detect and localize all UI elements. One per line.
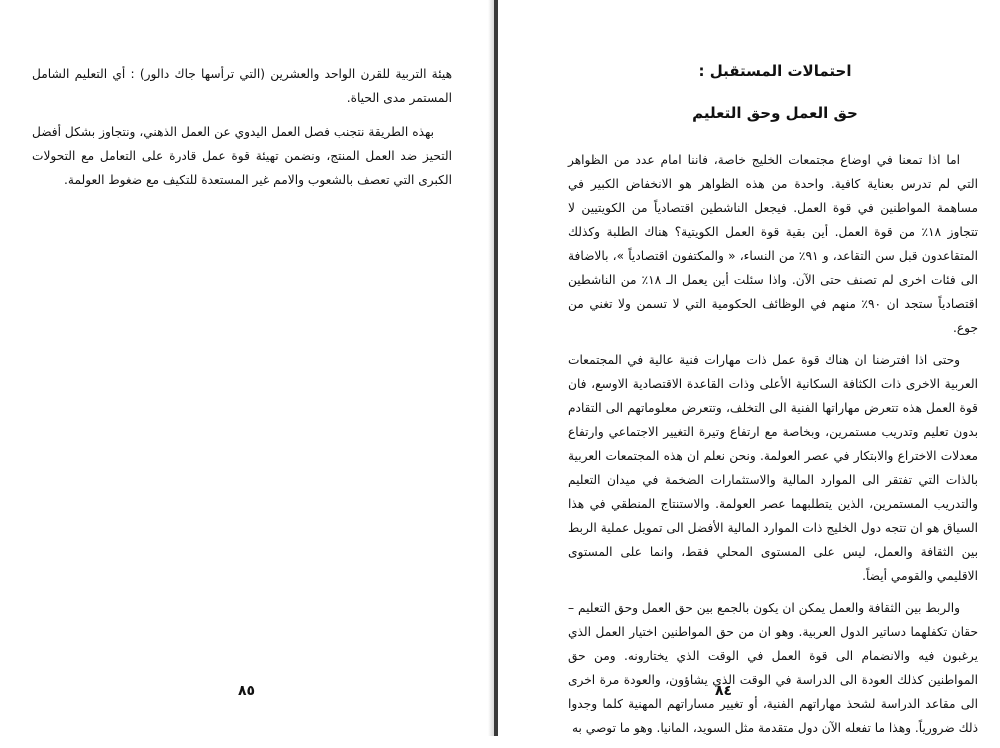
- left-page-body: [32, 62, 452, 202]
- left-paragraph-2: بهذه الطريقة نتجنب فصل العمل اليدوي عن العمل الذهني، ونتجاوز بشكل أفضل التحيز ضد العمل المنتج، ونضمن تهيئة قوة عمل قادرة على التعامل مع التحولات الكبرى التي تعصف بالشعوب والامم غير المستعدة للتكيف مع ضغوط العولمة.: [32, 125, 452, 187]
- right-page: [500, 0, 1000, 736]
- left-page-number: ٨٥: [238, 683, 256, 699]
- book-gutter: [494, 0, 498, 736]
- right-paragraph-1: اما اذا تمعنا في اوضاع مجتمعات الخليج خاصة، فاننا امام عدد من الظواهر التي لم تدرس بعناية كافية. واحدة من هذه الظواهر هو الانخفاض الكبير في مساهمة المواطنين في قوة العمل. فيجعل الناشطين اقتصادياً من الكويتيين لا تتجاوز ١٨٪ من قوة العمل. أين بقية قوة العمل الكويتية؟ هناك الطلبة وكذلك المتقاعدون قبل سن التقاعد، و ٩١٪ من النساء، « والمكتفون اقتصادياً »، بالاضافة الى فئات اخرى لم تصنف حتى الآن. واذا سئلت أين يعمل الـ ١٨٪ من الناشطين اقتصادياً ستجد ان ٩٠٪ منهم في الوظائف الحكومية التي لا تسمن ولا تغني من جوع.: [568, 153, 979, 335]
- section-subtitle: حق العمل وحق التعليم: [692, 104, 858, 122]
- left-page: [0, 0, 495, 736]
- right-page-body: [568, 148, 978, 748]
- right-paragraph-2: وحتى اذا افترضنا ان هناك قوة عمل ذات مهارات فنية عالية في المجتمعات العربية الاخرى ذات الكثافة السكانية الأعلى وذات القاعدة الاقتصادية الاوسع، فان قوة العمل هذه تتعرض مهاراتها الفنية الى التخلف، وتتعرض معلوماتهم الى التقادم بدون تعليم وتدريب مستمرين، وبخاصة مع ارتفاع وتيرة التغيير الاجتماعي وارتفاع معدلات الاختراع والابتكار في عصر العولمة. ونحن نعلم ان هذه المجتمعات العربية بالذات التي تفتقر الى الموارد المالية والاستثمارات الضخمة في ميدان التعليم والتدريب المستمرين، الذين يتطلبهما عصر العولمة. والاستنتاج المنطقي في هذا السياق هو ان تتجه دول الخليج ذات الموارد المالية الأفضل الى تمويل عملية الربط بين الثقافة والعمل، ليس على المستوى المحلي فقط، وانما على المستوى الاقليمي والقومي أيضاً.: [568, 353, 978, 583]
- right-page-number: ٨٤: [715, 683, 733, 699]
- left-paragraph-1: هيئة التربية للقرن الواحد والعشرين (التي ترأسها جاك دالور) : أي التعليم الشامل المستمر مدى الحياة.: [32, 67, 452, 105]
- right-paragraph-3: والربط بين الثقافة والعمل يمكن ان يكون بالجمع بين حق العمل وحق التعليم – حقان تكفلهما دساتير الدول العربية. وهو ان من حق المواطنين اختيار العمل الذي يرغبون فيه والانضمام الى قوة العمل في الوقت الذي يختارونه. ومن حق المواطنين كذلك العودة الى الدراسة في الوقت الذي يشاؤون، والعودة مرة اخرى الى مقاعد الدراسة لشحذ مهاراتهم الفنية، أو تغيير مساراتهم المهنية كلما وجدوا ذلك ضرورياً. وهذا ما تفعله الآن دول متقدمة مثل السويد، المانيا. وهو ما توصي به: [568, 601, 978, 735]
- section-title: احتمالات المستقبل :: [698, 62, 852, 80]
